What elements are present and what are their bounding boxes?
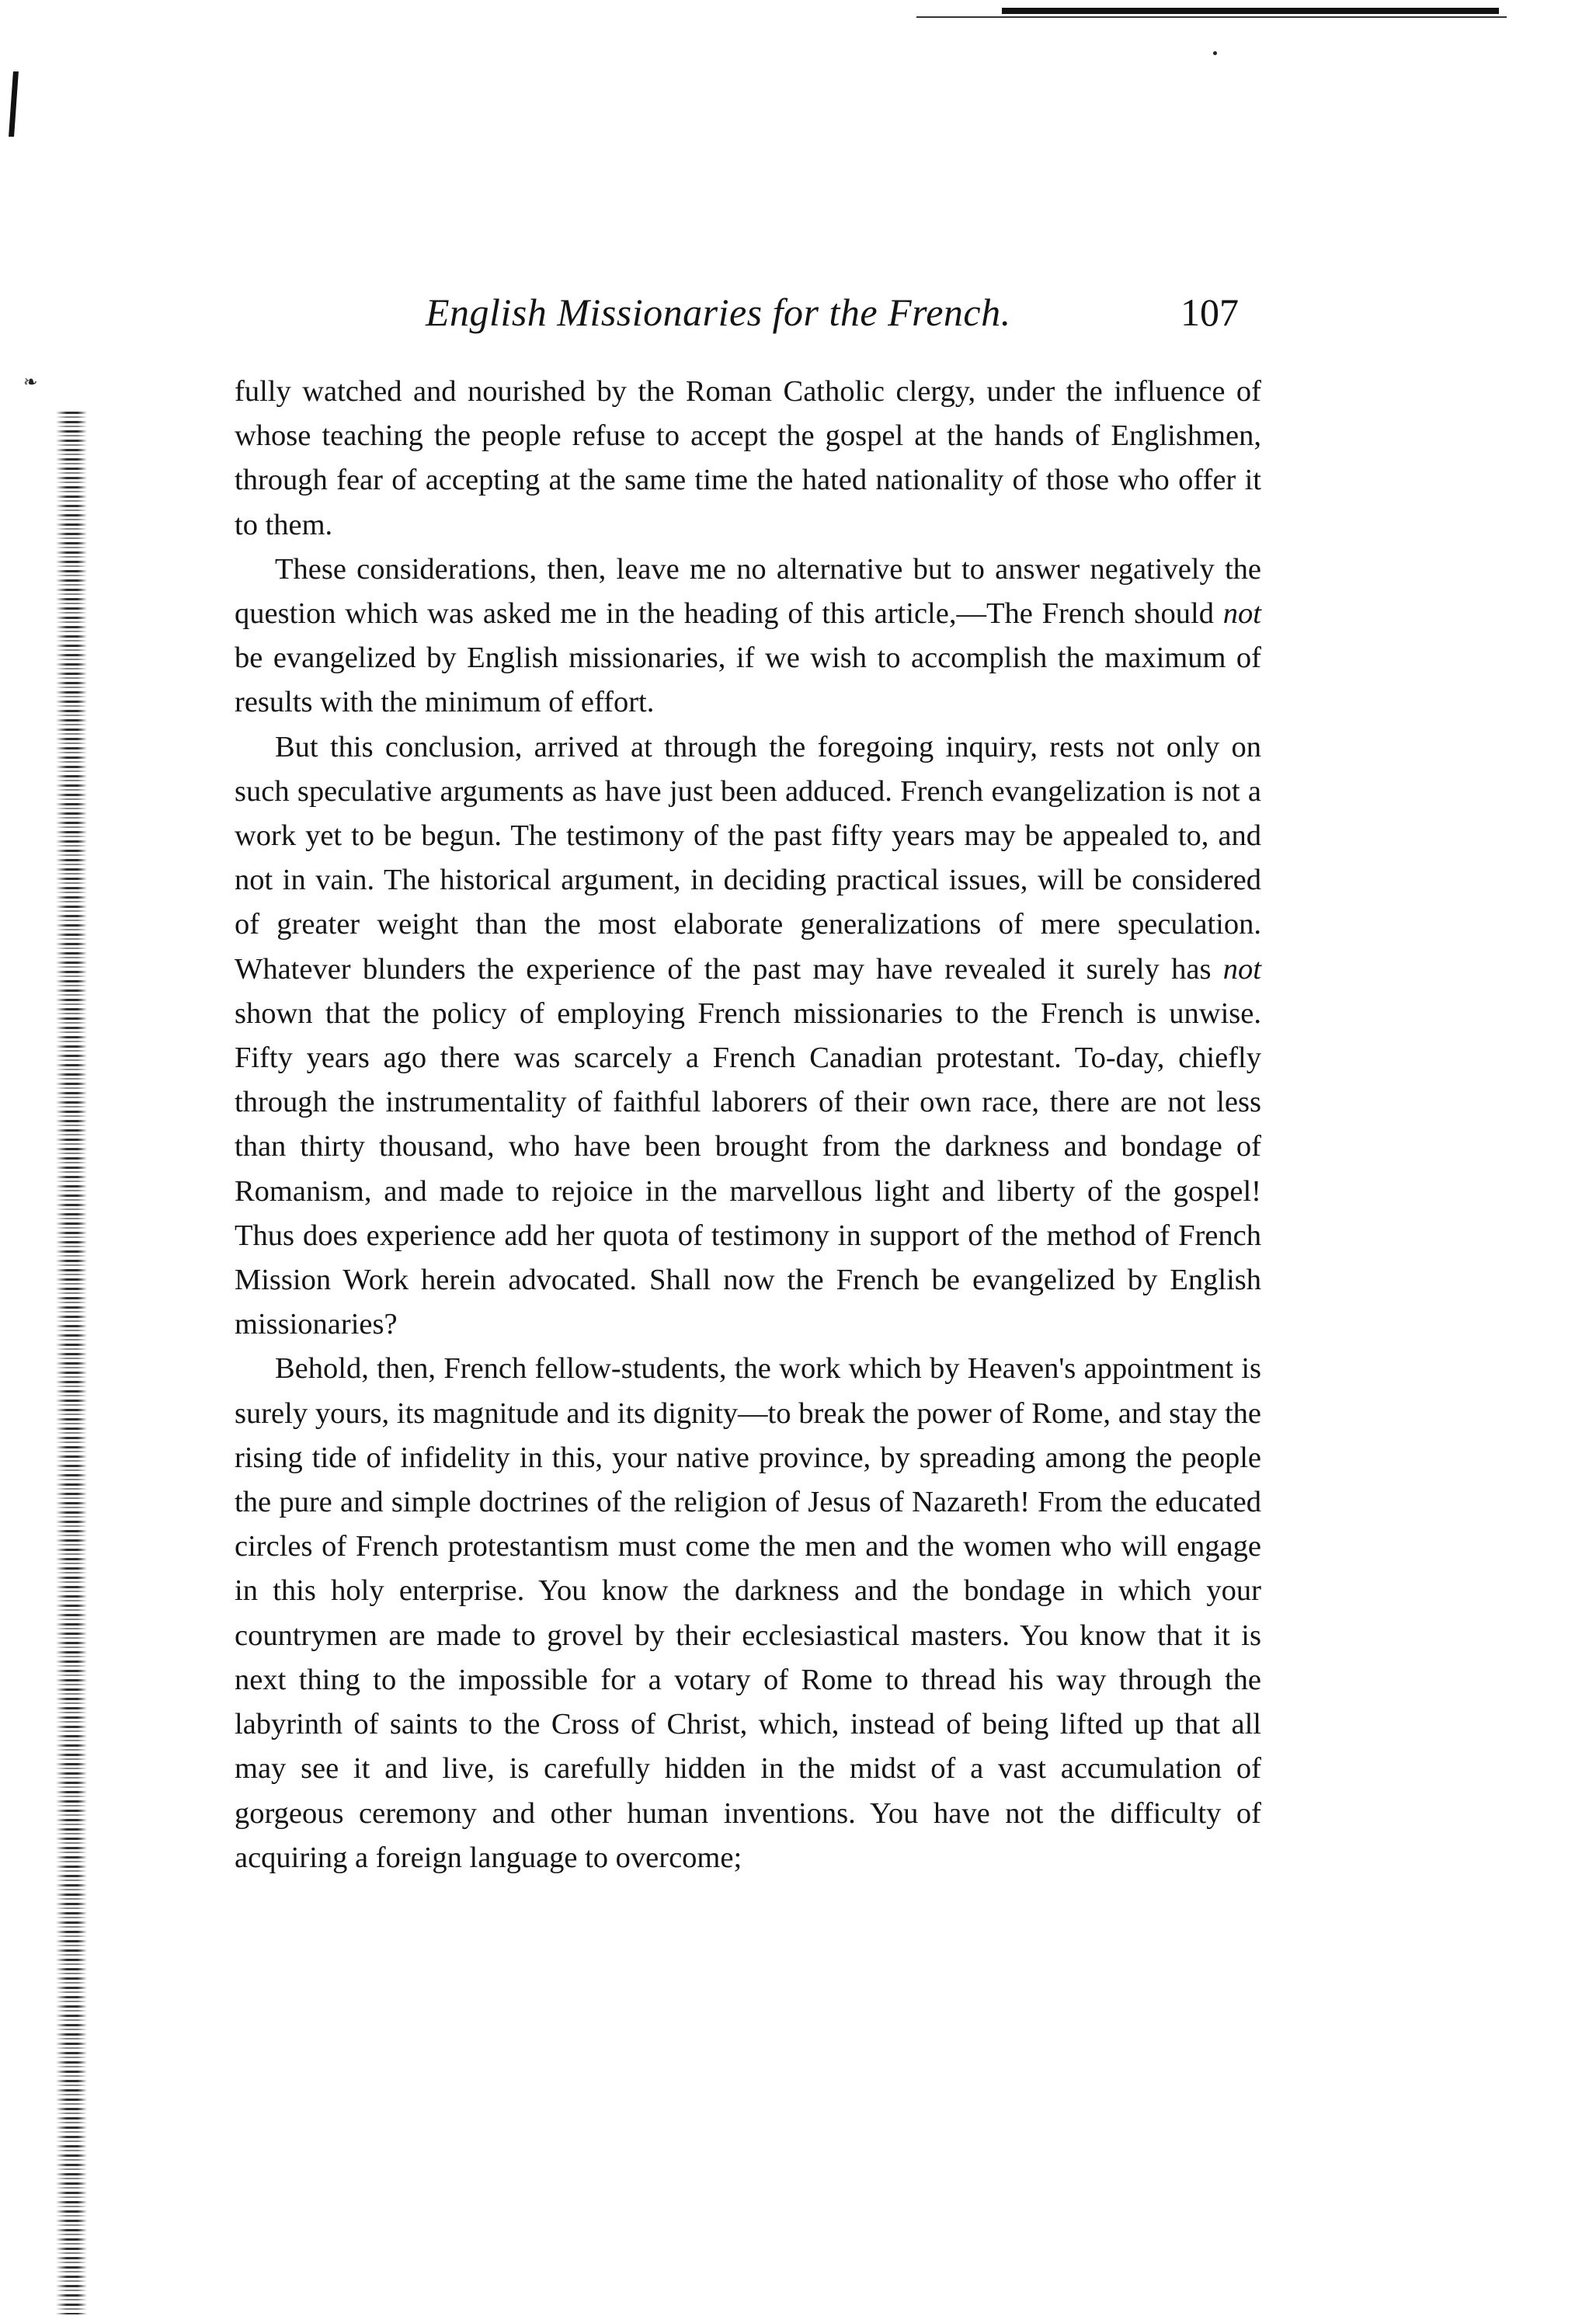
paragraph-3 [235,725,1261,1348]
running-title: English Missionaries for the French. [426,290,1011,334]
top-edge-rule [1002,8,1499,14]
corner-scan-mark [9,71,19,137]
paragraph-2-before: These considerations, then, leave me no alternative but to answer negatively the question which was asked me in the heading of this article,—The French should [235,552,1261,631]
paragraph-1 [235,370,1261,548]
paragraph-2-after: be evangelized by English missionaries, if we wish to accomplish the maximum of results with the minimum of effort. [235,642,1261,719]
paragraph-4-text: Behold, then, French fellow-students, the work which by Heaven's appointment is surely yours, its magnitude and its dignity—to break the power of Rome, and stay the rising tide of infidelity in this, your native province, by spreading among the people the pure and simple doctrines of the religion of Jesus of Nazareth! From the educated circles of French protestantism must come the men and the women who will engage in this holy enterprise. You know the darkness and the bondage in which your countrymen are made to grovel by their ecclesiastical masters. You know that it is next thing to the impossible for a votary of Rome to thread his way through the labyrinth of saints to the Cross of Christ, which, instead of being lifted up that all may see it and live, is carefully hidden in the midst of a vast accumulation of gorgeous ceremony and other human inventions. You have not the difficulty of acquiring a foreign language to overcome; [235,1352,1261,1874]
paragraph-3-before: But this conclusion, arrived at through the foregoing inquiry, rests not only on such speculative arguments as have just been adduced. French evangelization is not a work yet to be begun. The testimony of the past fifty years may be appealed to, and not in vain. The historical argument, in deciding practical issues, will be considered of greater weight than the most elaborate generalizations of mere speculation. Whatever blunders the experience of the past may have revealed it surely has [235,730,1261,986]
top-edge-thin-rule [916,16,1507,18]
paragraph-2-emphasis: not [1222,597,1261,631]
body-text [235,370,1261,1880]
binding-glyph-icon: ❧ [23,372,38,391]
paragraph-3-after: shown that the policy of employing French missionaries to the French is unwise. Fifty years ago there was scarcely a French Canadian protestant. To-day, chiefly through the instrumentality of faithful laborers of their own race, there are not less than thirty thousand, who have been brought from the darkness and bondage of Romanism, and made to rejoice in the marvellous light and liberty of the gospel! Thus does experience add her quota of testimony in support of the method of French Mission Work herein advocated. Shall now the French be evangelized by English missionaries? [235,996,1261,1341]
paragraph-1-text: fully watched and nourished by the Roman Catholic clergy, under the influence of whose teaching the people refuse to accept the gospel at the hands of Englishmen, through fear of accepting at the same time the hated nationality of those who offer it to them. [235,375,1261,541]
binding-edge-shadow [56,412,87,2314]
ink-speck [1213,51,1217,55]
paragraph-3-emphasis: not [1222,952,1261,986]
page-number: 107 [1180,290,1239,334]
paragraph-4 [235,1347,1261,1880]
page-header [0,289,1596,343]
paragraph-2 [235,548,1261,725]
